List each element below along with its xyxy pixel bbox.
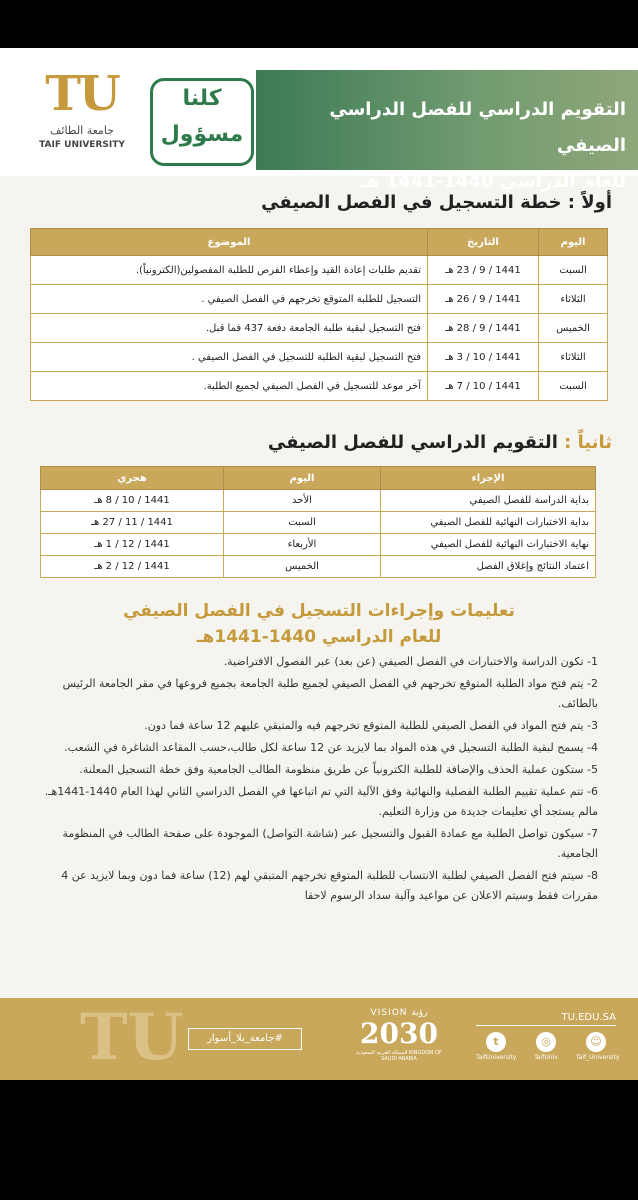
instruction-item: 5- ستكون عملية الحذف والإضافة للطلبة الكترونياً عن طريق منظومة الطالب الجامعية وفق خطة التسجيل المعلنة. bbox=[79, 763, 598, 776]
table-header-row bbox=[41, 467, 596, 490]
col-topic: الموضوع bbox=[31, 229, 428, 256]
table-row bbox=[31, 372, 608, 401]
table-row bbox=[41, 556, 596, 578]
logo-letters: TU bbox=[45, 66, 119, 122]
table-row bbox=[41, 490, 596, 512]
academic-calendar-body bbox=[41, 490, 596, 578]
day-cell: الأربعاء bbox=[224, 534, 381, 556]
table-row bbox=[31, 343, 608, 372]
day-cell: الخميس bbox=[224, 556, 381, 578]
col-day: اليوم bbox=[539, 229, 608, 256]
procedure-cell: نهاية الاختبارات النهائية للفصل الصيفي bbox=[381, 534, 596, 556]
date-cell: 1441 / 9 / 23 هـ bbox=[428, 256, 539, 285]
page-title bbox=[286, 92, 626, 200]
header bbox=[0, 48, 638, 192]
instruction-item: 2- يتم فتح مواد الطلبة المتوقع تخرجهم في الفصل الصيفي لجميع طلبة الجامعة بجميع فروعها في مقر الجامعة الرئيس بالطائف. bbox=[62, 677, 598, 710]
date-cell: 1441 / 10 / 7 هـ bbox=[428, 372, 539, 401]
topic-cell: فتح التسجيل لبقية الطلبة للتسجيل في الفصل الصيفي . bbox=[31, 343, 428, 372]
table-row bbox=[41, 512, 596, 534]
day-cell: السبت bbox=[539, 256, 608, 285]
university-name-ar: جامعة الطائف bbox=[50, 124, 114, 137]
social-block bbox=[476, 1012, 620, 1061]
day-cell: الثلاثاء bbox=[539, 343, 608, 372]
topic-cell: فتح التسجيل لبقية طلبة الجامعة دفعة 437 فما قبل. bbox=[31, 314, 428, 343]
campaign-line-2: مسؤول bbox=[160, 122, 244, 147]
campaign-line-1: كلنا bbox=[182, 86, 222, 111]
social-label: TaifUniv bbox=[534, 1054, 558, 1061]
day-cell: السبت bbox=[224, 512, 381, 534]
section2-heading: التقويم الدراسي للفصل الصيفي bbox=[267, 432, 558, 453]
table-header-row bbox=[31, 229, 608, 256]
vision-year: 2030 bbox=[360, 1017, 438, 1050]
day-cell: الأحد bbox=[224, 490, 381, 512]
university-name-en: TAIF UNIVERSITY bbox=[39, 140, 125, 150]
section2-title bbox=[268, 432, 612, 453]
procedure-cell: اعتماد النتائج وإغلاق الفصل bbox=[381, 556, 596, 578]
title-line-1: التقويم الدراسي للفصل الدراسي الصيفي bbox=[329, 99, 626, 156]
date-cell: 1441 / 9 / 26 هـ bbox=[428, 285, 539, 314]
instruction-item: 7- سيكون تواصل الطلبة مع عمادة القبول والتسجيل عبر (شاشة التواصل) الموجودة على صفحة الطالب في المنظومة الجامعية. bbox=[62, 827, 598, 860]
academic-calendar-table bbox=[40, 466, 596, 578]
twitter-icon[interactable]: t bbox=[486, 1032, 506, 1052]
hashtag: #جامعة_بلا_أسوار bbox=[188, 1028, 302, 1050]
table-row bbox=[41, 534, 596, 556]
date-cell: 1441 / 10 / 3 هـ bbox=[428, 343, 539, 372]
website-url[interactable]: TU.EDU.SA bbox=[476, 1012, 616, 1026]
col-day: اليوم bbox=[224, 467, 381, 490]
instruction-item: 1- تكون الدراسة والاختبارات في الفصل الصيفي (عن بعد) عبر الفصول الافتراضية. bbox=[223, 655, 598, 668]
section2-prefix: ثانياً : bbox=[557, 432, 612, 453]
procedure-cell: بداية الدراسة للفصل الصيفي bbox=[381, 490, 596, 512]
topic-cell: تقديم طلبات إعادة القيد وإعطاء الفرص للطلبة المفصولين(الكترونياً). bbox=[31, 256, 428, 285]
col-date: التاريخ bbox=[428, 229, 539, 256]
topic-cell: آخر موعد للتسجيل في الفصل الصيفي لجميع الطلبة. bbox=[31, 372, 428, 401]
col-procedure: الإجراء bbox=[381, 467, 596, 490]
registration-plan-table bbox=[30, 228, 608, 401]
footer-logo: TU bbox=[80, 1000, 184, 1075]
hijri-cell: 1441 / 12 / 2 هـ bbox=[41, 556, 224, 578]
table-row bbox=[31, 314, 608, 343]
instructions-list bbox=[28, 652, 598, 908]
university-logo bbox=[34, 66, 130, 156]
section1-heading: خطة التسجيل في الفصل الصيفي bbox=[261, 192, 562, 213]
social-twitter[interactable] bbox=[476, 1032, 516, 1061]
section1-title bbox=[261, 192, 612, 213]
social-snapchat[interactable] bbox=[576, 1032, 620, 1061]
hijri-cell: 1441 / 10 / 8 هـ bbox=[41, 490, 224, 512]
campaign-logo bbox=[150, 78, 254, 166]
social-label: TaifUniversity bbox=[476, 1054, 517, 1061]
topic-cell: التسجيل للطلبة المتوقع تخرجهم في الفصل الصيفي . bbox=[31, 285, 428, 314]
day-cell: الخميس bbox=[539, 314, 608, 343]
footer bbox=[0, 998, 638, 1080]
instruction-item: 4- يسمح لبقية الطلبة التسجيل في هذه المواد بما لايزيد عن 12 ساعة لكل طالب،حسب المقاعد الشاغرة في الشعب. bbox=[64, 741, 598, 754]
snapchat-icon[interactable]: ☺ bbox=[586, 1032, 606, 1052]
vision-word: VISION رؤية bbox=[370, 1008, 428, 1018]
registration-plan-body bbox=[31, 256, 608, 401]
table-row bbox=[31, 285, 608, 314]
day-cell: السبت bbox=[539, 372, 608, 401]
table-row bbox=[31, 256, 608, 285]
instructions-title-line-2: للعام الدراسي 1440-1441هـ bbox=[196, 627, 442, 647]
social-label: Taif_University bbox=[576, 1054, 620, 1061]
procedure-cell: بداية الاختبارات النهائية للفصل الصيفي bbox=[381, 512, 596, 534]
vision-kingdom: المملكة العربية السعودية KINGDOM OF SAUDI ARABIA bbox=[356, 1050, 442, 1062]
title-line-2: للعام الدراسي 1440-1441 هـ bbox=[360, 171, 626, 192]
col-hijri: هجري bbox=[41, 467, 224, 490]
date-cell: 1441 / 9 / 28 هـ bbox=[428, 314, 539, 343]
instagram-icon[interactable]: ◎ bbox=[536, 1032, 556, 1052]
hijri-cell: 1441 / 12 / 1 هـ bbox=[41, 534, 224, 556]
instruction-item: 8- سيتم فتح الفصل الصيفي لطلبة الانتساب للطلبة المتوقع تخرجهم المتبقي لهم (12) ساعة فما دون وبما لايزيد عن 4 مقررات فقط وسيتم الاعلان عن مواعيد وآلية سداد الرسوم لاحقا bbox=[61, 869, 598, 902]
section1-prefix: أولاً : bbox=[561, 192, 612, 213]
hijri-cell: 1441 / 11 / 27 هـ bbox=[41, 512, 224, 534]
day-cell: الثلاثاء bbox=[539, 285, 608, 314]
instruction-item: 6- تتم عملية تقييم الطلبة الفصلية والنهائية وفق الآلية التي تم اتباعها في الفصل الدراسي الثاني لهذا العام 1440-1441هـ. مالم يستجد أي تعليمات جديدة من وزارة التعليم. bbox=[44, 785, 598, 818]
social-instagram[interactable] bbox=[526, 1032, 566, 1061]
vision-2030-logo bbox=[354, 1008, 444, 1062]
instruction-item: 3- يتم فتح المواد في الفصل الصيفي للطلبة المتوقع تخرجهم فيه والمتبقي عليهم 12 ساعة فما دون. bbox=[144, 719, 598, 732]
document-page bbox=[0, 48, 638, 1080]
social-icons bbox=[476, 1032, 620, 1061]
instructions-title-line-1: تعليمات وإجراءات التسجيل في الفصل الصيفي bbox=[123, 601, 515, 621]
instructions-title bbox=[0, 598, 638, 650]
